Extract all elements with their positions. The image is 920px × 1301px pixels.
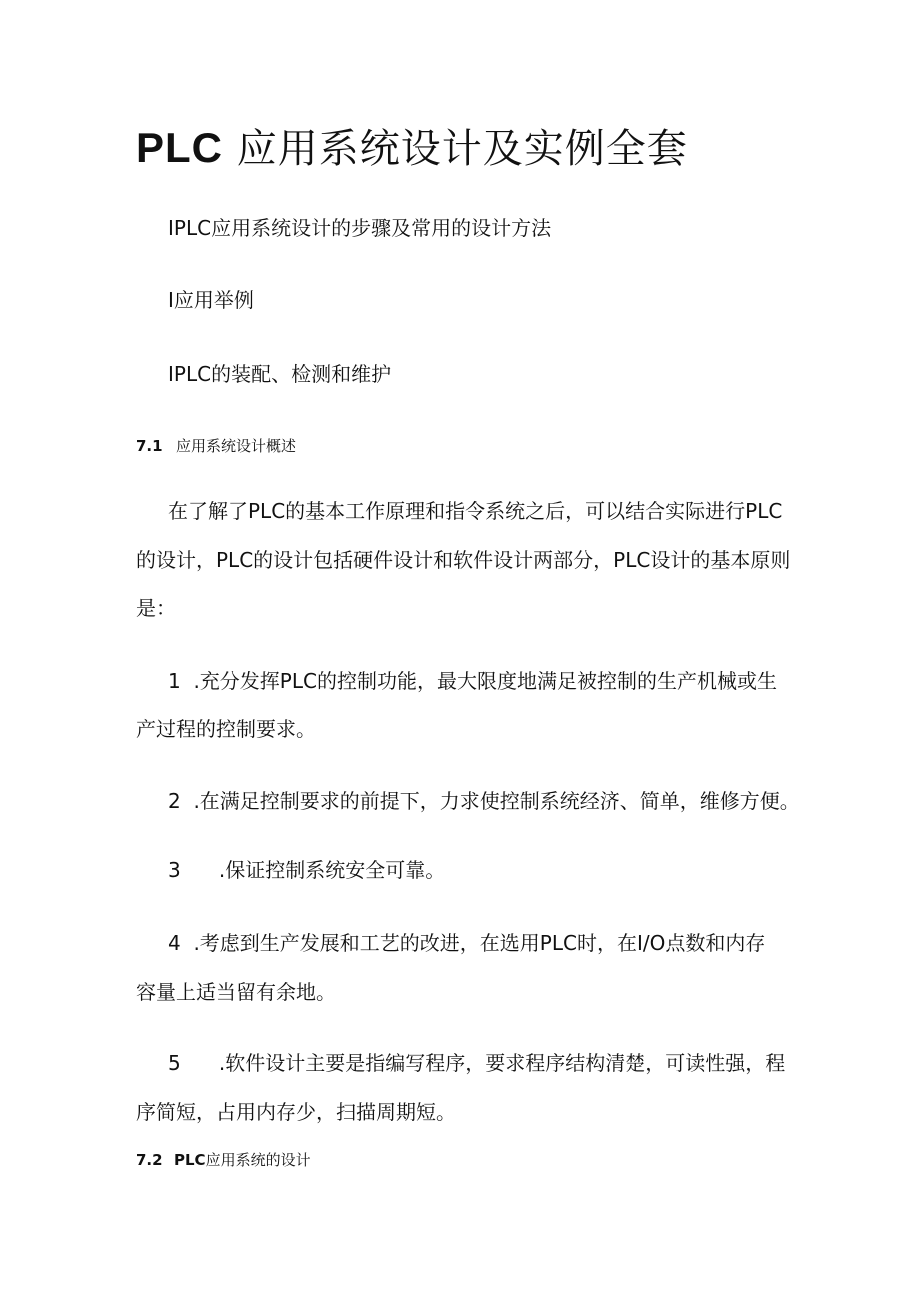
principle-2-line-1: 2 .在满足控制要求的前提下，力求使控制系统经济、简单，维修方便。 [168, 789, 800, 813]
principle-5-line-2: 序简短，占用内存少，扫描周期短。 [136, 1100, 456, 1124]
intro-line-3: 是： [136, 596, 176, 620]
principle-1-line-2: 产过程的控制要求。 [136, 717, 316, 741]
section-heading-7-1 [136, 435, 296, 457]
principle-5-line-1: 5 .软件设计主要是指编写程序，要求程序结构清楚，可读性强，程 [168, 1051, 786, 1075]
section-number: 7.1 [136, 437, 163, 455]
section-number: 7.2 [136, 1151, 163, 1169]
principle-4-line-1: 4 .考虑到生产发展和工艺的改进，在选用PLC时，在I/O点数和内存 [168, 931, 766, 955]
intro-line-1: 在了解了PLC的基本工作原理和指令系统之后，可以结合实际进行PLC [168, 499, 783, 523]
section-label: 应用系统的设计 [205, 1151, 311, 1169]
title-plc: PLC [136, 124, 223, 171]
section-label: 应用系统设计概述 [176, 437, 297, 455]
document-title [136, 120, 688, 177]
toc-item-3: IPLC的装配、检测和维护 [168, 362, 392, 386]
principle-3-line-1: 3 .保证控制系统安全可靠。 [168, 858, 446, 882]
intro-line-2: 的设计，PLC的设计包括硬件设计和软件设计两部分，PLC设计的基本原则 [136, 548, 791, 572]
section-plc: PLC [174, 1151, 206, 1169]
section-heading-7-2 [136, 1149, 311, 1171]
toc-item-1: IPLC应用系统设计的步骤及常用的设计方法 [168, 216, 552, 240]
principle-4-line-2: 容量上适当留有余地。 [136, 980, 336, 1004]
principle-1-line-1: 1 .充分发挥PLC的控制功能，最大限度地满足被控制的生产机械或生 [168, 669, 777, 693]
toc-item-2: I应用举例 [168, 288, 254, 312]
title-rest: 应用系统设计及实例全套 [236, 126, 688, 172]
